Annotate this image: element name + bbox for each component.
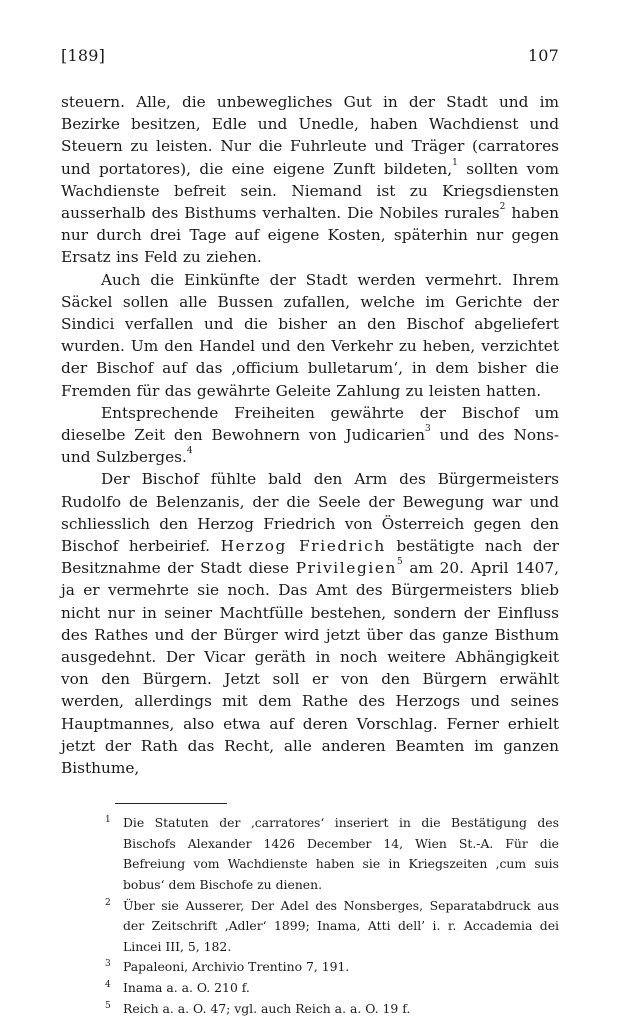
main-text	[61, 91, 559, 779]
text-run: bestätigte nach der Besitznahme der Stadt diese	[61, 537, 559, 578]
paragraph	[61, 468, 559, 779]
footnote-number: 3	[105, 959, 111, 970]
emphasized-text: Privilegien	[295, 559, 397, 578]
folio-number: [189]	[61, 46, 106, 65]
running-header	[61, 46, 559, 65]
footnote-number: 4	[105, 980, 111, 991]
footnote	[105, 896, 559, 958]
book-page	[61, 46, 559, 1019]
page-number: 107	[527, 46, 559, 65]
footnote-separator	[115, 803, 227, 804]
text-run: und des Nons- und Sulzberges.	[61, 426, 559, 467]
text-run: haben nur durch drei Tage auf eigene Kosten, späterhin nur gegen Ersatz ins Feld zu ziehen.	[61, 204, 559, 267]
footnote	[105, 813, 559, 895]
paragraph	[61, 402, 559, 469]
footnotes	[61, 813, 559, 1019]
footnote-number: 1	[105, 815, 111, 826]
footnote-text: Inama a. a. O. 210 f.	[123, 980, 250, 996]
emphasized-text: Herzog Friedrich	[220, 537, 386, 556]
footnote-text: Über sie Ausserer, Der Adel des Nonsberges, Separatabdruck aus der Zeitschrift ‚Adler‘ 1899; Inama, Atti dell’ i. r. Accademia dei Lincei III, 5, 182.	[123, 897, 559, 954]
text-run: steuern. Alle, die unbewegliches Gut in der Stadt und im Bezirke besitzen, Edle und Unedle, haben Wachdienst und Steuern zu leisten. Nur die Fuhrleute und Träger (carratores und portatores), die eine eigene Zunft bildeten,	[61, 93, 559, 178]
paragraph	[61, 269, 559, 402]
footnote-marker: 5	[396, 557, 403, 568]
text-run: Auch die Einkünfte der Stadt werden vermehrt. Ihrem Säckel sollen alle Bussen zufallen, welche im Gerichte der Sindici verfallen und die bisher an den Bischof abgeliefert wurden. Um den Handel und den Verkehr zu heben, verzichtet der Bischof auf das ‚officium bulletarum‘, in dem bisher die Fremden für das gewährte Geleite Zahlung zu leisten hatten.	[61, 270, 559, 400]
footnote-marker: 1	[452, 157, 458, 168]
footnote-marker: 4	[186, 446, 193, 457]
footnote-text: Reich a. a. O. 47; vgl. auch Reich a. a. O. 19 f.	[123, 1000, 411, 1016]
text-run: sollten vom Wachdienste befreit sein. Niemand ist zu Kriegsdiensten ausserhalb des Bisthums verhalten. Die Nobiles rurales	[61, 159, 559, 223]
text-run: Der Bischof fühlte bald den Arm des Bürgermeisters Rudolfo de Belenzanis, der die Seele der Bewegung war und schliesslich den Herzog Friedrich von Österreich gegen den Bischof herbeirief.	[61, 470, 559, 556]
paragraph	[61, 91, 559, 269]
text-run: am 20. April 1407, ja er vermehrte sie noch. Das Amt des Bürgermeisters blieb nicht nur in seiner Machtfülle bestehen, sondern der Einfluss des Rathes und der Bürger wird jetzt über das ganze Bisthum ausgedehnt. Der Vicar geräth in noch weitere Abhängigkeit von den Bürgern. Jetzt soll er von den Bürgern erwählt werden, allerdings mit dem Rathe des Herzogs und seines Hauptmannes, also etwa auf deren Vorschlag. Ferner erhielt jetzt der Rath das Recht, alle anderen Beamten im ganzen Bisthume,	[61, 559, 559, 778]
footnote-text: Papaleoni, Archivio Trentino 7, 191.	[123, 959, 350, 975]
footnote-number: 2	[105, 897, 111, 908]
footnote	[105, 999, 559, 1020]
footnote-marker: 3	[424, 424, 431, 435]
footnote-text: Die Statuten der ‚carratores‘ inseriert in die Bestätigung des Bischofs Alexander 1426 December 14, Wien St.-A. Für die Befreiung vom Wachdienste haben sie in Kriegszeiten ‚cum suis bobus‘ dem Bischofe zu dienen.	[123, 815, 559, 893]
text-run: Entsprechende Freiheiten gewährte der Bischof um dieselbe Zeit den Bewohnern von Judicarien	[61, 403, 559, 445]
footnote-marker: 2	[499, 202, 506, 213]
footnote	[105, 957, 559, 978]
footnote	[105, 978, 559, 999]
footnote-number: 5	[105, 1000, 111, 1011]
